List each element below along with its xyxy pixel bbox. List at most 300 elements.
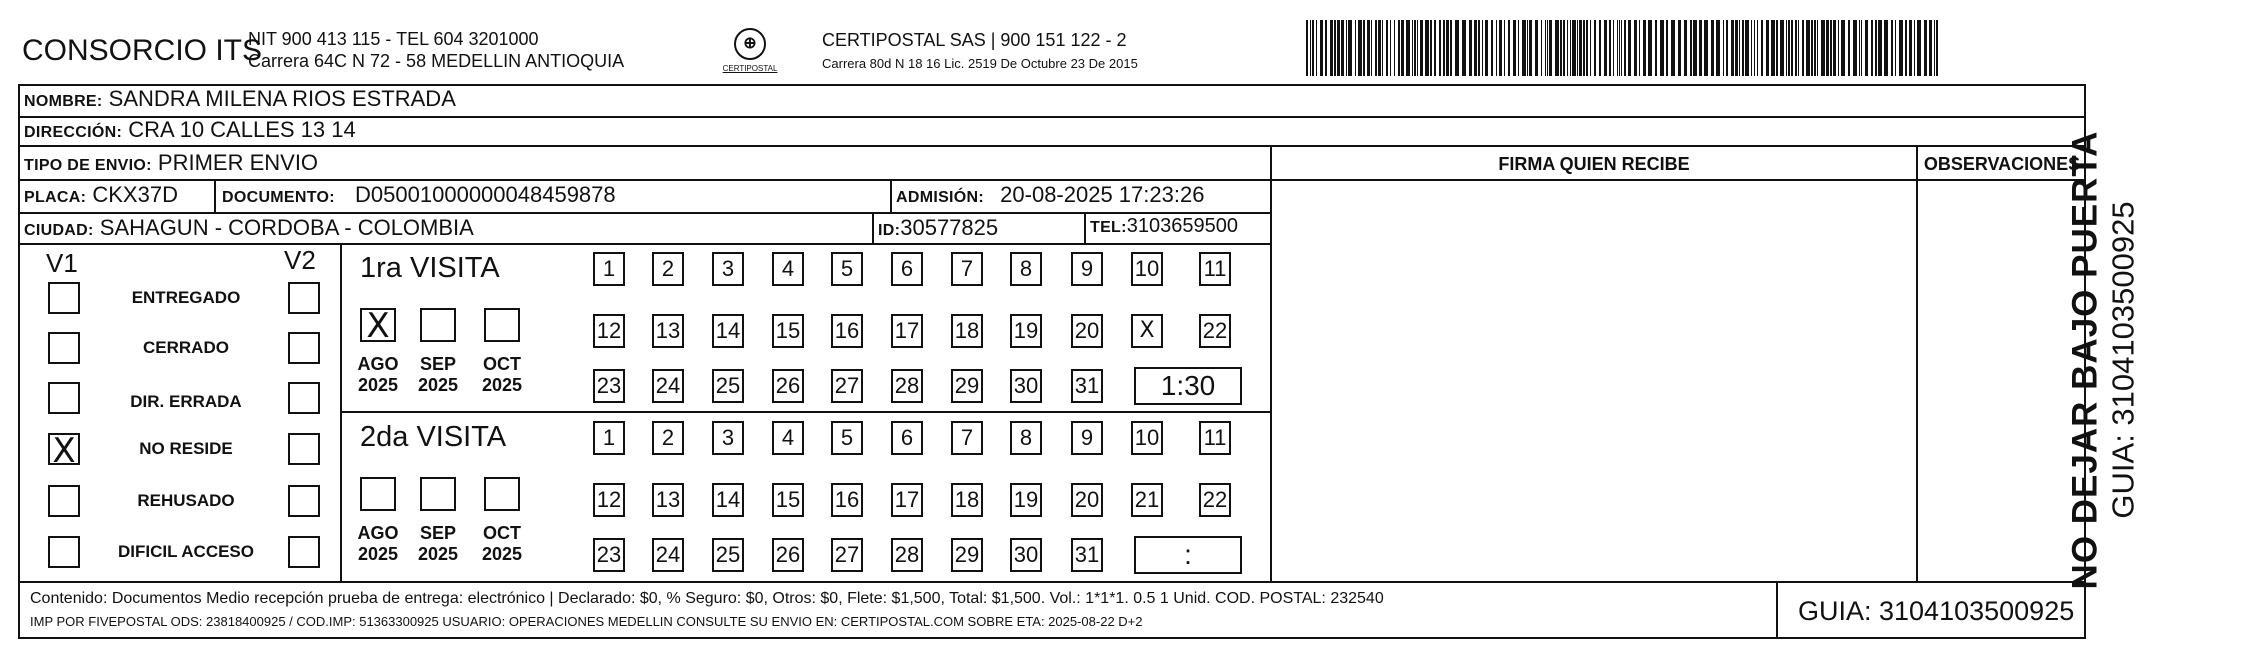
barcode-bar — [1499, 20, 1502, 76]
barcode-bar — [1325, 20, 1327, 76]
barcode-bar — [1788, 20, 1790, 76]
barcode-bar — [1609, 20, 1611, 76]
side-notice — [2066, 83, 2186, 638]
barcode-bar — [1761, 20, 1763, 76]
barcode-bar — [1545, 20, 1546, 76]
barcode-bar — [1572, 20, 1576, 76]
month-checkbox[interactable] — [420, 477, 456, 511]
day-box-13[interactable]: 13 — [652, 483, 684, 517]
barcode-bar — [1390, 20, 1391, 76]
barcode-bar — [1613, 20, 1614, 76]
company-address: Carrera 64C N 72 - 58 MEDELLIN ANTIOQUIA — [248, 51, 625, 71]
v1-checkbox[interactable] — [48, 433, 80, 465]
barcode-bar — [1320, 20, 1323, 76]
barcode-bar — [1735, 20, 1738, 76]
day-box-20[interactable]: 20 — [1071, 314, 1103, 348]
barcode-bar — [1443, 20, 1445, 76]
day-box-27[interactable]: 27 — [831, 369, 863, 403]
visit-time-field[interactable]: : — [1134, 536, 1242, 574]
barcode-bar — [1899, 20, 1903, 76]
month-label — [414, 354, 462, 396]
day-box-7[interactable]: 7 — [951, 421, 983, 455]
day-box-31[interactable]: 31 — [1071, 369, 1103, 403]
barcode-bar — [1586, 20, 1588, 76]
barcode-bar — [1936, 20, 1938, 76]
logo-text: CERTIPOSTAL — [722, 64, 778, 73]
carrier-license: Carrera 80d N 18 16 Lic. 2519 De Octubre 23 De 2015 — [822, 56, 1138, 71]
certipostal-logo — [722, 28, 778, 80]
barcode-bar — [1621, 20, 1622, 76]
v1-checkbox[interactable] — [48, 536, 80, 568]
day-box-23[interactable]: 23 — [593, 369, 625, 403]
day-box-9[interactable]: 9 — [1071, 252, 1103, 286]
address-label: DIRECCIÓN: — [24, 124, 123, 141]
v2-checkbox[interactable] — [288, 485, 320, 517]
barcode-bar — [1371, 20, 1372, 76]
month-checkbox[interactable] — [360, 308, 396, 342]
v2-checkbox[interactable] — [288, 433, 320, 465]
divider — [1270, 179, 2086, 181]
shipping-type: PRIMER ENVIO — [157, 150, 319, 175]
barcode-bar — [1643, 20, 1646, 76]
day-box-20[interactable]: 20 — [1071, 483, 1103, 517]
barcode-bar — [1884, 20, 1888, 76]
barcode-bar — [1619, 20, 1620, 76]
barcode-bar — [1382, 20, 1383, 76]
day-box-30[interactable]: 30 — [1010, 369, 1042, 403]
barcode-bar — [1434, 20, 1436, 76]
barcode-bar — [1560, 20, 1562, 76]
divider — [340, 243, 342, 581]
barcode-bar — [1895, 20, 1896, 76]
month-checkbox[interactable] — [484, 477, 520, 511]
day-box-19[interactable]: 19 — [1010, 314, 1042, 348]
v2-checkbox[interactable] — [288, 382, 320, 414]
barcode-bar — [1378, 20, 1381, 76]
barcode-bar — [1594, 20, 1596, 76]
barcode-bar — [1590, 20, 1591, 76]
barcode-bar — [1780, 20, 1784, 76]
v1-checkbox[interactable] — [48, 282, 80, 314]
shipping-type-label: TIPO DE ENVIO: — [24, 157, 152, 174]
tel-row — [1090, 215, 1238, 238]
day-box-26[interactable]: 26 — [772, 538, 804, 572]
barcode-bar — [1766, 20, 1769, 76]
ops-line: IMP POR FIVEPOSTAL ODS: 23818400925 / COD.IMP: 51363300925 USUARIO: OPERACIONES MEDELLIN CONSULTE SU ENVIO EN: CERTIPOSTAL.COM SOBRE ETA: 2025-08-22 D+2 — [30, 614, 1143, 629]
barcode-bar — [1341, 20, 1344, 76]
barcode-bar — [1567, 20, 1568, 76]
day-box-26[interactable]: 26 — [772, 369, 804, 403]
day-box-6[interactable]: 6 — [891, 421, 923, 455]
barcode-bar — [1504, 20, 1505, 76]
day-box-6[interactable]: 6 — [891, 252, 923, 286]
day-box-8[interactable]: 8 — [1010, 252, 1042, 286]
barcode-bar — [1337, 20, 1340, 76]
day-box-29[interactable]: 29 — [951, 538, 983, 572]
barcode-bar — [1412, 20, 1413, 76]
barcode-bar — [1446, 20, 1449, 76]
barcode-bar — [1529, 20, 1532, 76]
barcode-bar — [1478, 20, 1480, 76]
plate-label: PLACA: — [24, 189, 87, 206]
day-box-18[interactable]: 18 — [951, 314, 983, 348]
barcode-bar — [1726, 20, 1728, 76]
day-box-10[interactable]: 10 — [1131, 252, 1163, 286]
id-value: 30577825 — [900, 215, 999, 240]
barcode-bar — [1312, 20, 1314, 76]
barcode-bar — [1917, 20, 1921, 76]
barcode-bar — [1386, 20, 1388, 76]
no-dejar-notice: NO DEJAR BAJO PUERTA — [2065, 130, 2105, 590]
barcode-bar — [1541, 20, 1542, 76]
divider — [1916, 145, 1918, 581]
day-box-15[interactable]: 15 — [772, 483, 804, 517]
barcode-bar — [1690, 20, 1692, 76]
barcode-bar — [1355, 20, 1356, 76]
barcode-bar — [1358, 20, 1362, 76]
month-label — [354, 354, 402, 396]
barcode-bar — [1518, 20, 1519, 76]
day-box-25[interactable]: 25 — [712, 369, 744, 403]
barcode-bar — [1817, 20, 1818, 76]
v2-checkbox[interactable] — [288, 536, 320, 568]
month-label — [478, 354, 526, 396]
barcode-bar — [1439, 20, 1441, 76]
barcode-bar — [1508, 20, 1510, 76]
month-year: 2025 — [481, 544, 523, 564]
day-box-17[interactable]: 17 — [891, 314, 923, 348]
barcode-bar — [1394, 20, 1395, 76]
barcode-bar — [1878, 20, 1882, 76]
status-reason-label: REHUSADO — [137, 491, 235, 510]
day-box-21[interactable]: 21 — [1131, 483, 1163, 517]
barcode-bar — [1375, 20, 1377, 76]
v1-checkbox[interactable] — [48, 382, 80, 414]
barcode-bar — [1306, 20, 1308, 76]
day-box-30[interactable]: 30 — [1010, 538, 1042, 572]
barcode-bar — [1865, 20, 1868, 76]
divider — [872, 212, 874, 243]
barcode-bar — [1414, 20, 1416, 76]
day-box-1[interactable]: 1 — [593, 252, 625, 286]
plate-value: CKX37D — [92, 182, 178, 207]
day-box-19[interactable]: 19 — [1010, 483, 1042, 517]
barcode-bar — [1482, 20, 1483, 76]
barcode-bar — [1570, 20, 1571, 76]
barcode-bar — [1711, 20, 1714, 76]
barcode-bar — [1655, 20, 1657, 76]
barcode-bar — [1348, 20, 1352, 76]
day-box-5[interactable]: 5 — [831, 421, 863, 455]
barcode-bar — [1549, 20, 1552, 76]
month-name: OCT — [483, 354, 521, 374]
barcode-bar — [1639, 20, 1640, 76]
month-name: AGO — [357, 354, 399, 374]
day-box-12[interactable]: 12 — [593, 483, 625, 517]
admission-label: ADMISIÓN: — [896, 189, 985, 206]
document-value: D05001000000048459878 — [355, 182, 616, 207]
day-box-10[interactable]: 10 — [1131, 421, 1163, 455]
month-name: SEP — [419, 523, 457, 543]
barcode-bar — [1905, 20, 1907, 76]
day-box-24[interactable]: 24 — [652, 538, 684, 572]
day-box-27[interactable]: 27 — [831, 538, 863, 572]
barcode-bar — [1871, 20, 1873, 76]
plate-row — [24, 182, 178, 208]
day-box-14[interactable]: 14 — [712, 314, 744, 348]
barcode-bar — [1367, 20, 1370, 76]
month-checkbox[interactable] — [420, 308, 456, 342]
day-box-8[interactable]: 8 — [1010, 421, 1042, 455]
barcode-bar — [1684, 20, 1687, 76]
barcode-bar — [1425, 20, 1429, 76]
barcode-bar — [1757, 20, 1758, 76]
barcode-bar — [1555, 20, 1559, 76]
barcode-bar — [1474, 20, 1477, 76]
barcode — [1306, 20, 1942, 76]
barcode-bar — [1617, 20, 1618, 76]
day-box-9[interactable]: 9 — [1071, 421, 1103, 455]
company-name: CONSORCIO ITS — [22, 34, 263, 67]
divider — [1084, 212, 1086, 243]
barcode-bar — [1417, 20, 1418, 76]
barcode-bar — [1604, 20, 1607, 76]
barcode-bar — [1716, 20, 1720, 76]
day-box-5[interactable]: 5 — [831, 252, 863, 286]
barcode-bar — [1450, 20, 1452, 76]
barcode-bar — [1861, 20, 1862, 76]
barcode-bar — [1310, 20, 1311, 76]
v1-checkbox[interactable] — [48, 332, 80, 364]
v2-checkbox[interactable] — [288, 332, 320, 364]
barcode-bar — [1599, 20, 1601, 76]
barcode-bar — [1723, 20, 1724, 76]
barcode-bar — [1699, 20, 1702, 76]
month-year: 2025 — [357, 544, 399, 564]
logo-emblem-icon: ⊕ — [734, 28, 766, 60]
barcode-bar — [1875, 20, 1877, 76]
day-box-28[interactable]: 28 — [891, 538, 923, 572]
barcode-bar — [1806, 20, 1810, 76]
barcode-bar — [1455, 20, 1459, 76]
divider — [214, 179, 216, 212]
barcode-bar — [1330, 20, 1333, 76]
shipping-type-row — [24, 150, 318, 176]
barcode-bar — [1853, 20, 1857, 76]
barcode-bar — [1363, 20, 1365, 76]
barcode-bar — [1430, 20, 1432, 76]
barcode-bar — [1563, 20, 1565, 76]
barcode-bar — [1420, 20, 1423, 76]
month-checkbox[interactable] — [484, 308, 520, 342]
day-box-22[interactable]: 22 — [1199, 483, 1231, 517]
barcode-bar — [1848, 20, 1850, 76]
barcode-bar — [1924, 20, 1927, 76]
barcode-bar — [1830, 20, 1832, 76]
day-box-4[interactable]: 4 — [772, 421, 804, 455]
day-box-29[interactable]: 29 — [951, 369, 983, 403]
barcode-bar — [1776, 20, 1778, 76]
company-info — [248, 28, 624, 72]
side-guia: GUIA: 3104103500925 — [2105, 201, 2141, 519]
status-reason-label: DIFICIL ACCESO — [117, 542, 254, 561]
day-box-12[interactable]: 12 — [593, 314, 625, 348]
barcode-bar — [1660, 20, 1664, 76]
day-box-17[interactable]: 17 — [891, 483, 923, 517]
day-box-14[interactable]: 14 — [712, 483, 744, 517]
id-row — [878, 215, 998, 241]
barcode-bar — [1648, 20, 1652, 76]
city-label: CIUDAD: — [24, 222, 94, 239]
company-nit: NIT 900 413 115 - TEL 604 3201000 — [248, 29, 539, 49]
barcode-bar — [1791, 20, 1793, 76]
barcode-bar — [1838, 20, 1839, 76]
divider — [18, 179, 1270, 181]
barcode-bar — [1833, 20, 1836, 76]
barcode-bar — [1802, 20, 1804, 76]
barcode-bar — [1485, 20, 1488, 76]
day-box-15[interactable]: 15 — [772, 314, 804, 348]
barcode-bar — [1316, 20, 1317, 76]
divider — [18, 212, 1270, 214]
barcode-bar — [1624, 20, 1626, 76]
barcode-bar — [1751, 20, 1752, 76]
barcode-bar — [1909, 20, 1912, 76]
barcode-bar — [1929, 20, 1932, 76]
barcode-bar — [1754, 20, 1755, 76]
carrier-name: CERTIPOSTAL SAS | 900 151 122 - 2 — [822, 30, 1127, 50]
barcode-bar — [1821, 20, 1825, 76]
barcode-bar — [1628, 20, 1631, 76]
admission-value: 20-08-2025 17:23:26 — [1000, 182, 1205, 207]
signature-header: FIRMA QUIEN RECIBE — [1498, 154, 1690, 174]
month-name: AGO — [357, 523, 399, 543]
barcode-bar — [1771, 20, 1775, 76]
day-box-11[interactable]: 11 — [1199, 421, 1231, 455]
status-reason-label: ENTREGADO — [131, 288, 241, 307]
status-reason-label: CERRADO — [143, 338, 229, 357]
v1-checkbox[interactable] — [48, 485, 80, 517]
day-box-11[interactable]: 11 — [1199, 252, 1231, 286]
month-checkbox[interactable] — [360, 477, 396, 511]
month-label — [478, 523, 526, 565]
status-reason-label: NO RESIDE — [139, 439, 233, 458]
month-name: OCT — [483, 523, 521, 543]
day-box-16[interactable]: 16 — [831, 314, 863, 348]
day-box-7[interactable]: 7 — [951, 252, 983, 286]
barcode-bar — [1634, 20, 1637, 76]
barcode-bar — [1401, 20, 1404, 76]
barcode-bar — [1795, 20, 1797, 76]
admission-row — [896, 182, 1204, 208]
observations-header: OBSERVACIONES — [1923, 154, 2081, 174]
id-label: ID: — [878, 222, 901, 239]
barcode-bar — [1914, 20, 1915, 76]
day-box-25[interactable]: 25 — [712, 538, 744, 572]
carrier-info — [822, 28, 1138, 76]
v2-header: V2 — [284, 245, 316, 275]
barcode-bar — [1469, 20, 1472, 76]
tel-value: 3103659500 — [1126, 215, 1238, 237]
day-box-31[interactable]: 31 — [1071, 538, 1103, 572]
city-value: SAHAGUN - CORDOBA - COLOMBIA — [99, 215, 474, 240]
month-year: 2025 — [481, 375, 523, 395]
barcode-bar — [1346, 20, 1347, 76]
day-box-3[interactable]: 3 — [712, 252, 744, 286]
barcode-bar — [1513, 20, 1516, 76]
barcode-bar — [1398, 20, 1400, 76]
barcode-bar — [1742, 20, 1744, 76]
day-box-18[interactable]: 18 — [951, 483, 983, 517]
day-box-13[interactable]: 13 — [652, 314, 684, 348]
barcode-bar — [1745, 20, 1749, 76]
barcode-bar — [1334, 20, 1336, 76]
day-box-16[interactable]: 16 — [831, 483, 863, 517]
divider — [18, 145, 2086, 147]
day-box-22[interactable]: 22 — [1199, 314, 1231, 348]
barcode-bar — [1579, 20, 1582, 76]
barcode-bar — [1739, 20, 1740, 76]
day-box-21[interactable]: X — [1131, 314, 1163, 348]
day-box-1[interactable]: 1 — [593, 421, 625, 455]
barcode-bar — [1671, 20, 1675, 76]
visit-title: 1ra VISITA — [360, 252, 500, 284]
barcode-bar — [1814, 20, 1816, 76]
v2-checkbox[interactable] — [288, 282, 320, 314]
barcode-bar — [1798, 20, 1799, 76]
month-label — [414, 523, 462, 565]
barcode-bar — [1491, 20, 1493, 76]
barcode-bar — [1535, 20, 1538, 76]
day-box-4[interactable]: 4 — [772, 252, 804, 286]
recipient-address: CRA 10 CALLES 13 14 — [128, 117, 356, 142]
month-year: 2025 — [417, 375, 459, 395]
guia-number: GUIA: 3104103500925 — [1798, 596, 2075, 626]
barcode-bar — [1577, 20, 1578, 76]
barcode-bar — [1826, 20, 1829, 76]
divider — [890, 179, 892, 212]
contents-line: Contenido: Documentos Medio recepción prueba de entrega: electrónico | Declarado: $0, % Seguro: $0, Otros: $0, Flete: $1,500, Total: $1,500. Vol.: 1*1*1. 0.5 1 Unid. COD. POSTAL: 232540 — [30, 590, 1384, 607]
barcode-bar — [1693, 20, 1697, 76]
day-box-3[interactable]: 3 — [712, 421, 744, 455]
barcode-bar — [1704, 20, 1708, 76]
day-box-24[interactable]: 24 — [652, 369, 684, 403]
day-box-28[interactable]: 28 — [891, 369, 923, 403]
name-row — [24, 86, 456, 112]
barcode-bar — [1811, 20, 1813, 76]
visit-time-field[interactable]: 1:30 — [1134, 367, 1242, 405]
tel-label: TEL: — [1090, 219, 1127, 236]
day-box-2[interactable]: 2 — [652, 252, 684, 286]
barcode-bar — [1786, 20, 1787, 76]
visit-title: 2da VISITA — [360, 421, 507, 453]
document-row — [222, 182, 616, 208]
month-year: 2025 — [417, 544, 459, 564]
day-box-2[interactable]: 2 — [652, 421, 684, 455]
recipient-name: SANDRA MILENA RIOS ESTRADA — [108, 86, 456, 111]
barcode-bar — [1859, 20, 1860, 76]
barcode-bar — [1527, 20, 1528, 76]
barcode-bar — [1462, 20, 1466, 76]
day-box-23[interactable]: 23 — [593, 538, 625, 572]
barcode-bar — [1678, 20, 1681, 76]
divider — [340, 411, 1270, 413]
barcode-bar — [1841, 20, 1845, 76]
barcode-bar — [1406, 20, 1410, 76]
name-label: NOMBRE: — [24, 93, 103, 110]
document-label: DOCUMENTO: — [222, 189, 335, 206]
barcode-bar — [1934, 20, 1935, 76]
